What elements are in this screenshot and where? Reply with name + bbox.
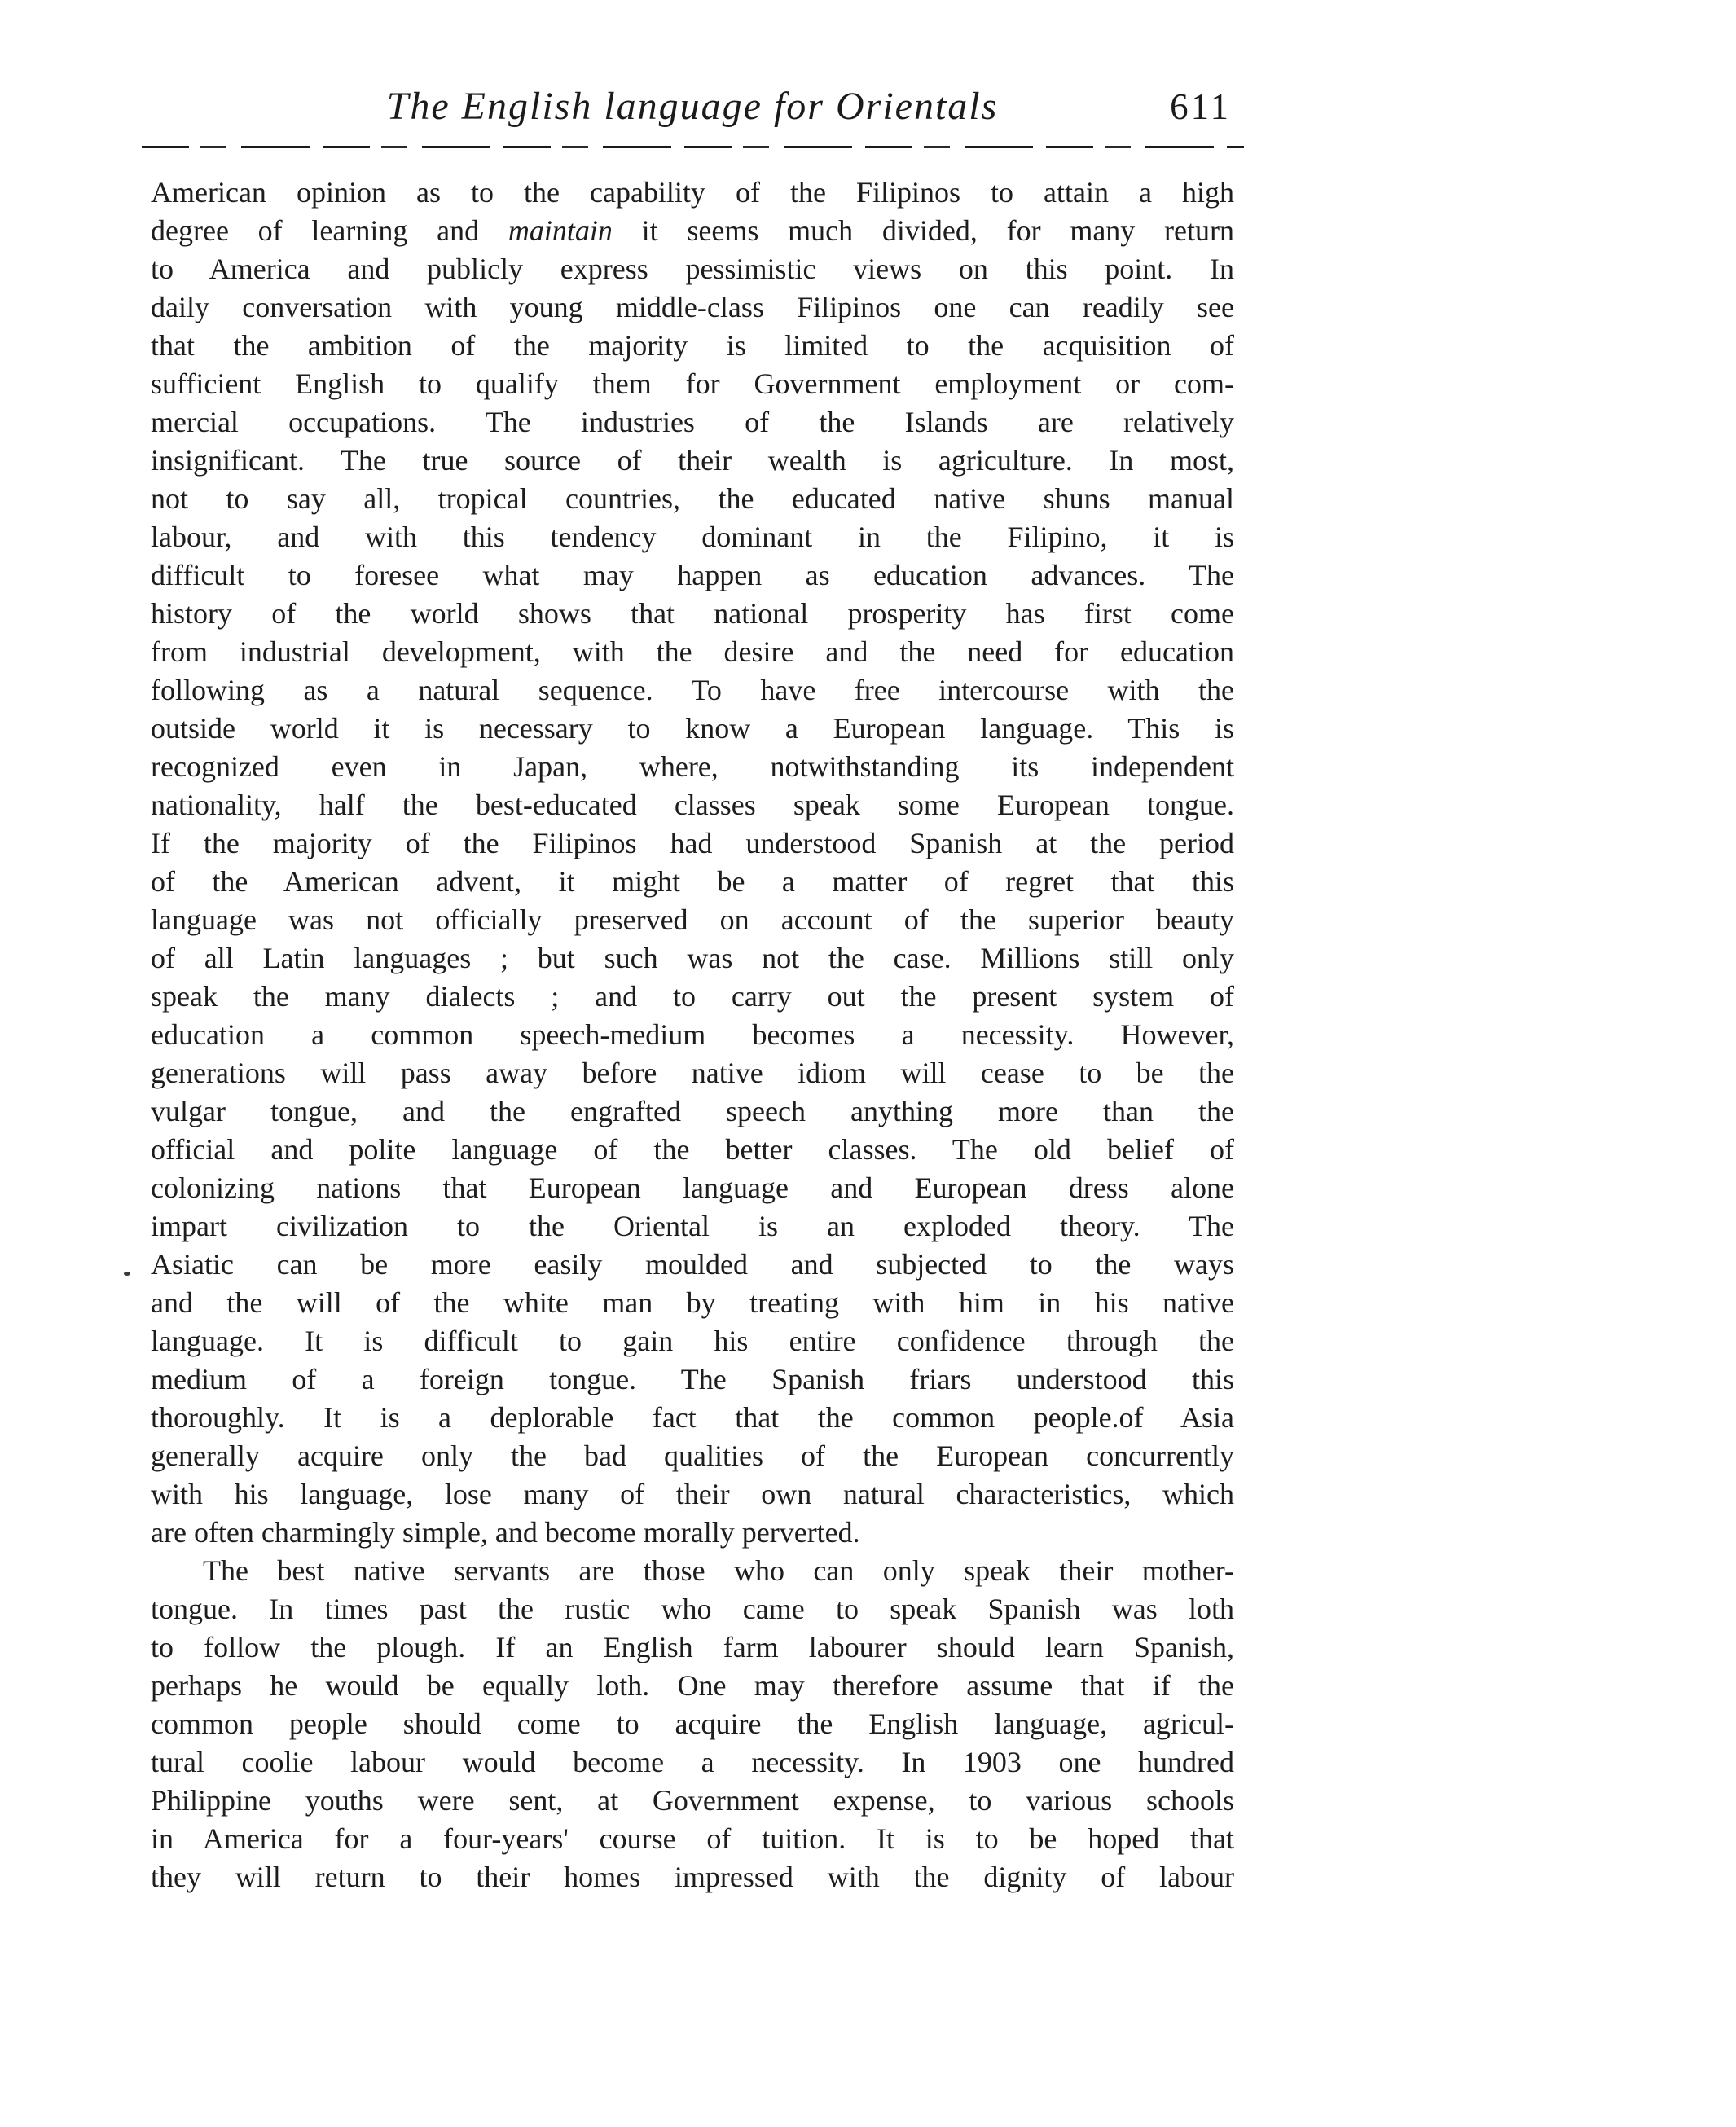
text-line: following as a natural sequence. To have free intercourse with the — [151, 674, 1234, 706]
text-line: are often charmingly simple, and become morally perverted. — [151, 1516, 860, 1549]
text-line: and the will of the white man by treating with him in his native — [151, 1286, 1234, 1319]
text-line: thoroughly. It is a deplorable fact that the common people.of Asia — [151, 1401, 1234, 1434]
text-line: labour, and with this tendency dominant in the Filipino, it is — [151, 521, 1234, 553]
text-line: official and polite language of the better classes. The old belief of — [151, 1133, 1234, 1166]
page-number: 611 — [1170, 86, 1231, 127]
text-line: sufficient English to qualify them for Government employment or com- — [151, 367, 1234, 400]
text-line: mercial occupations. The industries of the Islands are relatively — [151, 406, 1234, 438]
text-line: they will return to their homes impressed with the dignity of labour — [151, 1861, 1234, 1893]
running-title: The English language for Orientals — [386, 85, 999, 128]
text-line: to America and publicly express pessimistic views on this point. In — [151, 253, 1234, 285]
text-line: Asiatic can be more easily moulded and subjected to the ways — [151, 1248, 1234, 1281]
text-line: vulgar tongue, and the engrafted speech anything more than the — [151, 1095, 1234, 1127]
text-line: with his language, lose many of their own natural characteristics, which — [151, 1478, 1234, 1510]
body-text — [151, 174, 1234, 1896]
text-line: of all Latin languages ; but such was not the case. Millions still only — [151, 942, 1234, 974]
text-line: education a common speech-medium becomes a necessity. However, — [151, 1018, 1234, 1051]
text-line: generations will pass away before native idiom will cease to be the — [151, 1057, 1234, 1089]
text-line: degree of learning and maintain it seems much divided, for many return — [151, 214, 1235, 247]
text-line: difficult to foresee what may happen as education advances. The — [151, 559, 1234, 591]
text-line: in America for a four-years' course of tuition. It is to be hoped that — [151, 1822, 1234, 1855]
text-line: recognized even in Japan, where, notwithstanding its independent — [151, 750, 1234, 783]
text-line: daily conversation with young middle-class Filipinos one can readily see — [151, 291, 1234, 323]
dashed-rule — [142, 145, 1244, 148]
text-line: not to say all, tropical countries, the educated native shuns manual — [151, 482, 1234, 515]
text-line: of the American advent, it might be a matter of regret that this — [151, 865, 1234, 898]
text-line: to follow the plough. If an English farm labourer should learn Spanish, — [151, 1631, 1234, 1663]
text-line: common people should come to acquire the English language, agricul- — [151, 1707, 1234, 1740]
text-line: impart civilization to the Oriental is an exploded theory. The — [151, 1210, 1234, 1242]
text-line: If the majority of the Filipinos had understood Spanish at the period — [151, 827, 1234, 859]
page-header — [151, 84, 1234, 134]
text-line: that the ambition of the majority is limited to the acquisition of — [151, 329, 1234, 362]
text-line: language was not officially preserved on account of the superior beauty — [151, 903, 1234, 936]
text-line: outside world it is necessary to know a European language. This is — [151, 712, 1234, 745]
text-line: Philippine youths were sent, at Government expense, to various schools — [151, 1784, 1234, 1817]
text-line: from industrial development, with the desire and the need for education — [151, 635, 1234, 668]
text-line: nationality, half the best-educated classes speak some European tongue. — [151, 789, 1234, 821]
text-line: perhaps he would be equally loth. One may therefore assume that if the — [151, 1669, 1234, 1702]
text-line: speak the many dialects ; and to carry out the present system of — [151, 980, 1234, 1013]
text-line: language. It is difficult to gain his entire confidence through the — [151, 1325, 1234, 1357]
text-line: history of the world shows that national prosperity has first come — [151, 597, 1234, 630]
text-line: insignificant. The true source of their wealth is agriculture. In most, — [151, 444, 1234, 477]
text-line: The best native servants are those who can only speak their mother- — [203, 1554, 1234, 1587]
text-line: medium of a foreign tongue. The Spanish friars understood this — [151, 1363, 1234, 1395]
text-line: American opinion as to the capability of the Filipinos to attain a high — [151, 176, 1234, 209]
text-line: generally acquire only the bad qualities of the European concurrently — [151, 1439, 1234, 1472]
text-line: tural coolie labour would become a necessity. In 1903 one hundred — [151, 1746, 1234, 1778]
text-line: tongue. In times past the rustic who came to speak Spanish was loth — [151, 1593, 1234, 1625]
margin-speck-mark — [124, 1272, 130, 1276]
text-line: colonizing nations that European language and European dress alone — [151, 1171, 1234, 1204]
